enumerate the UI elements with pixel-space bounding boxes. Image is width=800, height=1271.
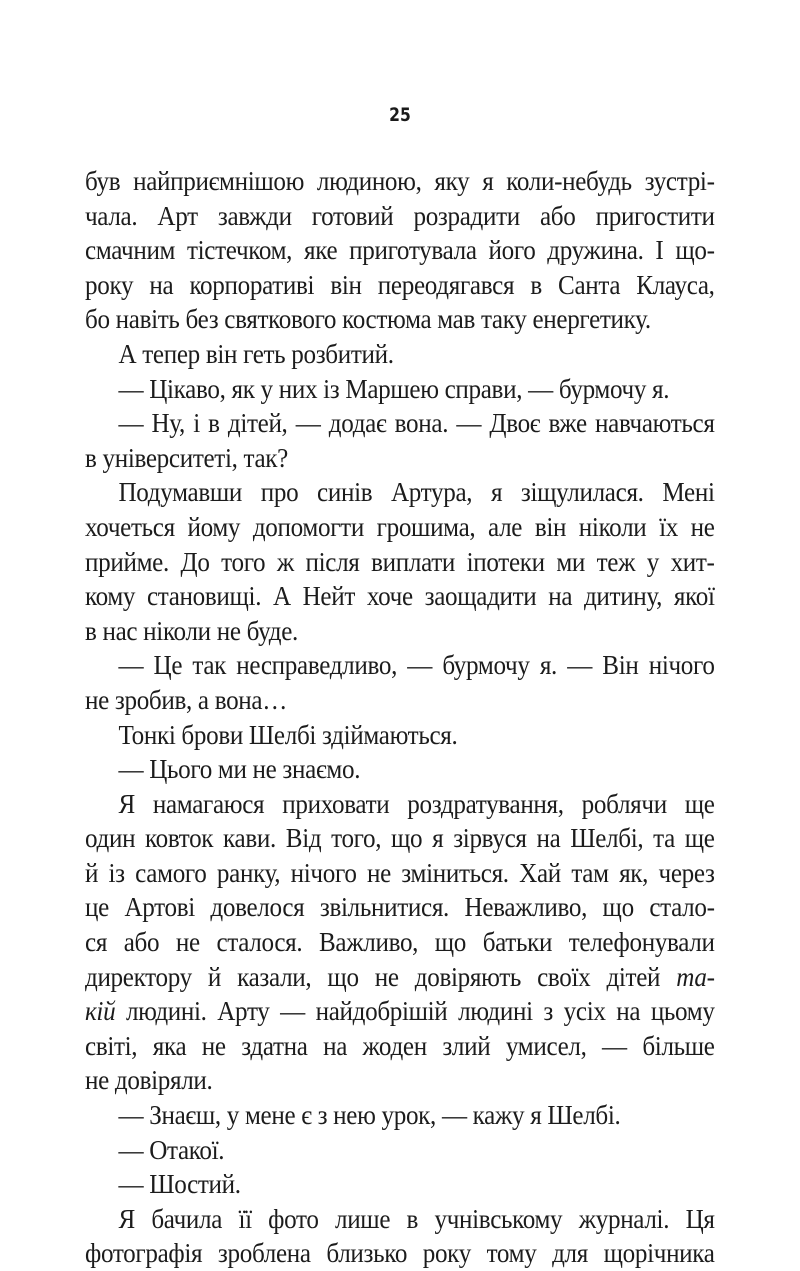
line-text: директору й казали, що не довіряють своїх дітей (85, 961, 677, 992)
text-line: Подумавши про синів Артура, я зіщулилася. Мені (118, 477, 715, 508)
italic-emphasis: та- (676, 961, 715, 992)
text-line: в університеті, так? (85, 442, 288, 473)
text-line: Я бачила її фото лише в учнівському журналі. Ця (118, 1203, 715, 1234)
page-number: 25 (389, 104, 411, 126)
text-line (85, 960, 715, 995)
line-text: людині. Арту — найдобрішій людині з усіх на цьому (115, 996, 715, 1027)
text-line: Я намагаюся приховати роздратування, роблячи ще (118, 788, 715, 819)
text-line: бо навіть без святкового костюма мав таку енергетику. (85, 304, 651, 335)
text-line: не довіряли. (85, 1065, 213, 1096)
text-line: прийме. До того ж після виплати іпотеки ми теж у хит- (85, 546, 715, 577)
text-line: смачним тістечком, яке приготувала його дружина. І що- (85, 235, 715, 266)
text-line: Тонкі брови Шелбі здіймаються. (118, 719, 458, 750)
text-line: не зробив, а вона… (85, 684, 288, 715)
dialogue-line: — Цього ми не знаємо. (118, 754, 361, 785)
dialogue-line: — Отакої. (118, 1134, 225, 1165)
text-line: хочеться йому допомогти грошима, але він ніколи їх не (85, 511, 715, 542)
dialogue-line: — Ну, і в дітей, — додає вона. — Двоє вже навчаються (118, 408, 715, 439)
dialogue-line: — Знаєш, у мене є з нею урок, — кажу я Шелбі. (118, 1100, 621, 1131)
dialogue-line: — Шостий. (118, 1169, 241, 1200)
text-line: один ковток кави. Від того, що я зірвуся на Шелбі, та ще (85, 823, 715, 854)
italic-emphasis: кій (85, 996, 116, 1027)
text-line: був найприємнішою людиною, яку я коли-небудь зустрі- (85, 166, 715, 196)
text-line: фотографія зроблена близько року тому для щорічника (85, 1238, 715, 1269)
text-line: року на корпоративі він переодягався в Санта Клауса, (85, 269, 715, 300)
text-line: світі, яка не здатна на жоден злий умисел, — більше (85, 1030, 715, 1061)
dialogue-line: — Цікаво, як у них із Маршею справи, — бурмочу я. (118, 373, 670, 404)
text-line: кому становищі. А Нейт хоче заощадити на дитину, якої (85, 581, 715, 612)
text-line: це Артові довелося звільнитися. Неважливо, що стало- (85, 892, 715, 923)
text-line: й із самого ранку, нічого не зміниться. Хай там як, через (85, 857, 715, 888)
text-line (85, 994, 715, 1029)
body-text (85, 164, 715, 1271)
text-line: в нас ніколи не буде. (85, 615, 298, 646)
text-line: А тепер він геть розбитий. (118, 338, 394, 369)
text-line: чала. Арт завжди готовий розрадити або пригостити (85, 200, 715, 231)
text-line: ся або не сталося. Важливо, що батьки телефонували (85, 927, 715, 958)
dialogue-line: — Це так несправедливо, — бурмочу я. — Він нічого (118, 650, 715, 681)
